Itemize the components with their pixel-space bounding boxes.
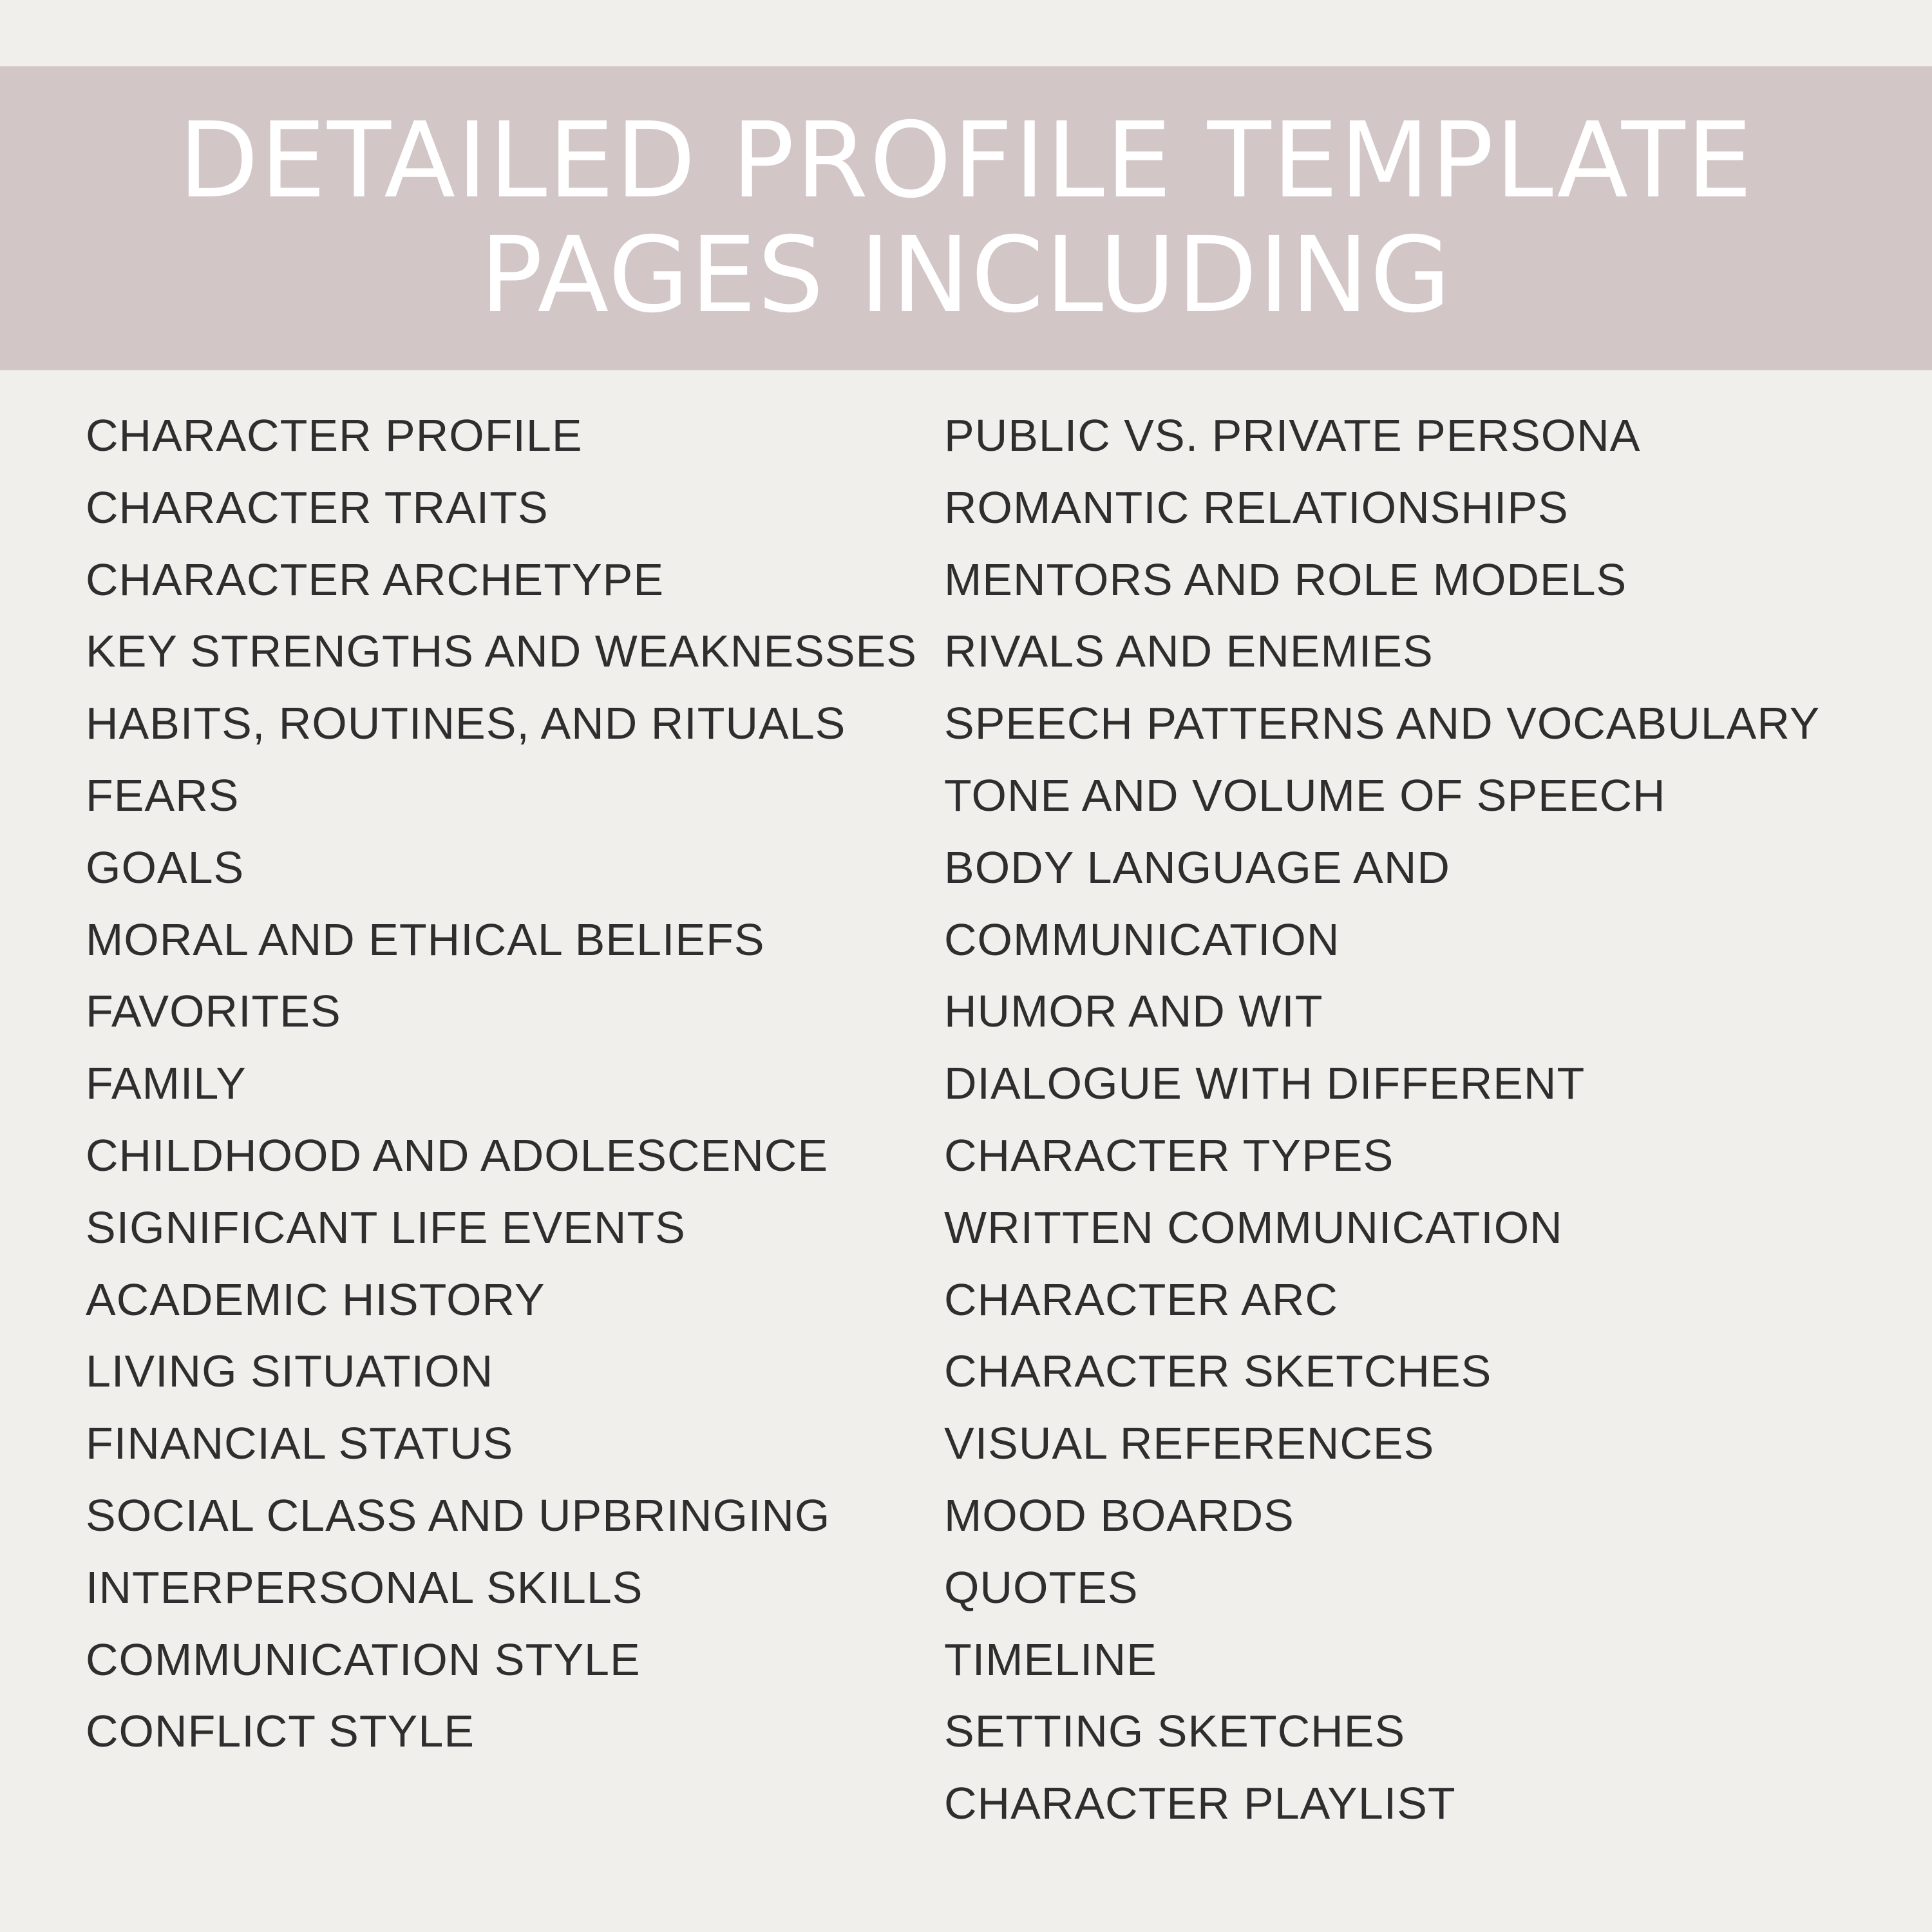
list-item: BODY LANGUAGE AND <box>944 842 1450 893</box>
list-item: CONFLICT STYLE <box>86 1706 475 1757</box>
list-item: CHARACTER PLAYLIST <box>944 1778 1456 1829</box>
list-item: FAVORITES <box>86 986 341 1037</box>
list-item: WRITTEN COMMUNICATION <box>944 1202 1563 1253</box>
right-column-list <box>944 399 1910 1839</box>
title-banner <box>0 66 1932 370</box>
list-item: DIALOGUE WITH DIFFERENT <box>944 1058 1586 1109</box>
list-item: TONE AND VOLUME OF SPEECH <box>944 770 1666 820</box>
list-item: ACADEMIC HISTORY <box>86 1274 545 1325</box>
list-item: SPEECH PATTERNS AND VOCABULARY <box>944 698 1821 749</box>
list-item: MORAL AND ETHICAL BELIEFS <box>86 914 765 965</box>
list-item: ROMANTIC RELATIONSHIPS <box>944 482 1569 533</box>
list-item: LIVING SITUATION <box>86 1346 494 1397</box>
list-item: FAMILY <box>86 1058 247 1109</box>
list-item: CHARACTER PROFILE <box>86 410 583 460</box>
list-item: QUOTES <box>944 1562 1139 1613</box>
list-item: SETTING SKETCHES <box>944 1706 1406 1757</box>
list-item: COMMUNICATION <box>944 914 1340 965</box>
list-item: FINANCIAL STATUS <box>86 1418 514 1469</box>
page-title-line-1: DETAILED PROFILE TEMPLATE <box>178 100 1754 222</box>
list-item: KEY STRENGTHS AND WEAKNESSES <box>86 626 917 677</box>
list-item: CHARACTER ARC <box>944 1274 1338 1325</box>
list-item: CHARACTER SKETCHES <box>944 1346 1492 1397</box>
left-column-list <box>86 399 923 1767</box>
list-item: RIVALS AND ENEMIES <box>944 626 1434 677</box>
list-item: HABITS, ROUTINES, AND RITUALS <box>86 698 846 749</box>
page-title-line-2: PAGES INCLUDING <box>480 215 1452 336</box>
list-item: SIGNIFICANT LIFE EVENTS <box>86 1202 686 1253</box>
list-item: MENTORS AND ROLE MODELS <box>944 554 1627 605</box>
list-item: HUMOR AND WIT <box>944 986 1323 1037</box>
list-item: INTERPERSONAL SKILLS <box>86 1562 643 1613</box>
list-item: CHARACTER ARCHETYPE <box>86 554 665 605</box>
list-item: GOALS <box>86 842 245 893</box>
list-item: CHARACTER TRAITS <box>86 482 549 533</box>
list-item: SOCIAL CLASS AND UPBRINGING <box>86 1490 831 1540</box>
list-item: TIMELINE <box>944 1634 1157 1685</box>
list-item: CHILDHOOD AND ADOLESCENCE <box>86 1130 829 1180</box>
list-item: PUBLIC VS. PRIVATE PERSONA <box>944 410 1641 460</box>
list-item: COMMUNICATION STYLE <box>86 1634 641 1685</box>
list-item: FEARS <box>86 770 240 820</box>
list-item: CHARACTER TYPES <box>944 1130 1394 1180</box>
list-item: MOOD BOARDS <box>944 1490 1294 1540</box>
list-item: VISUAL REFERENCES <box>944 1418 1435 1469</box>
